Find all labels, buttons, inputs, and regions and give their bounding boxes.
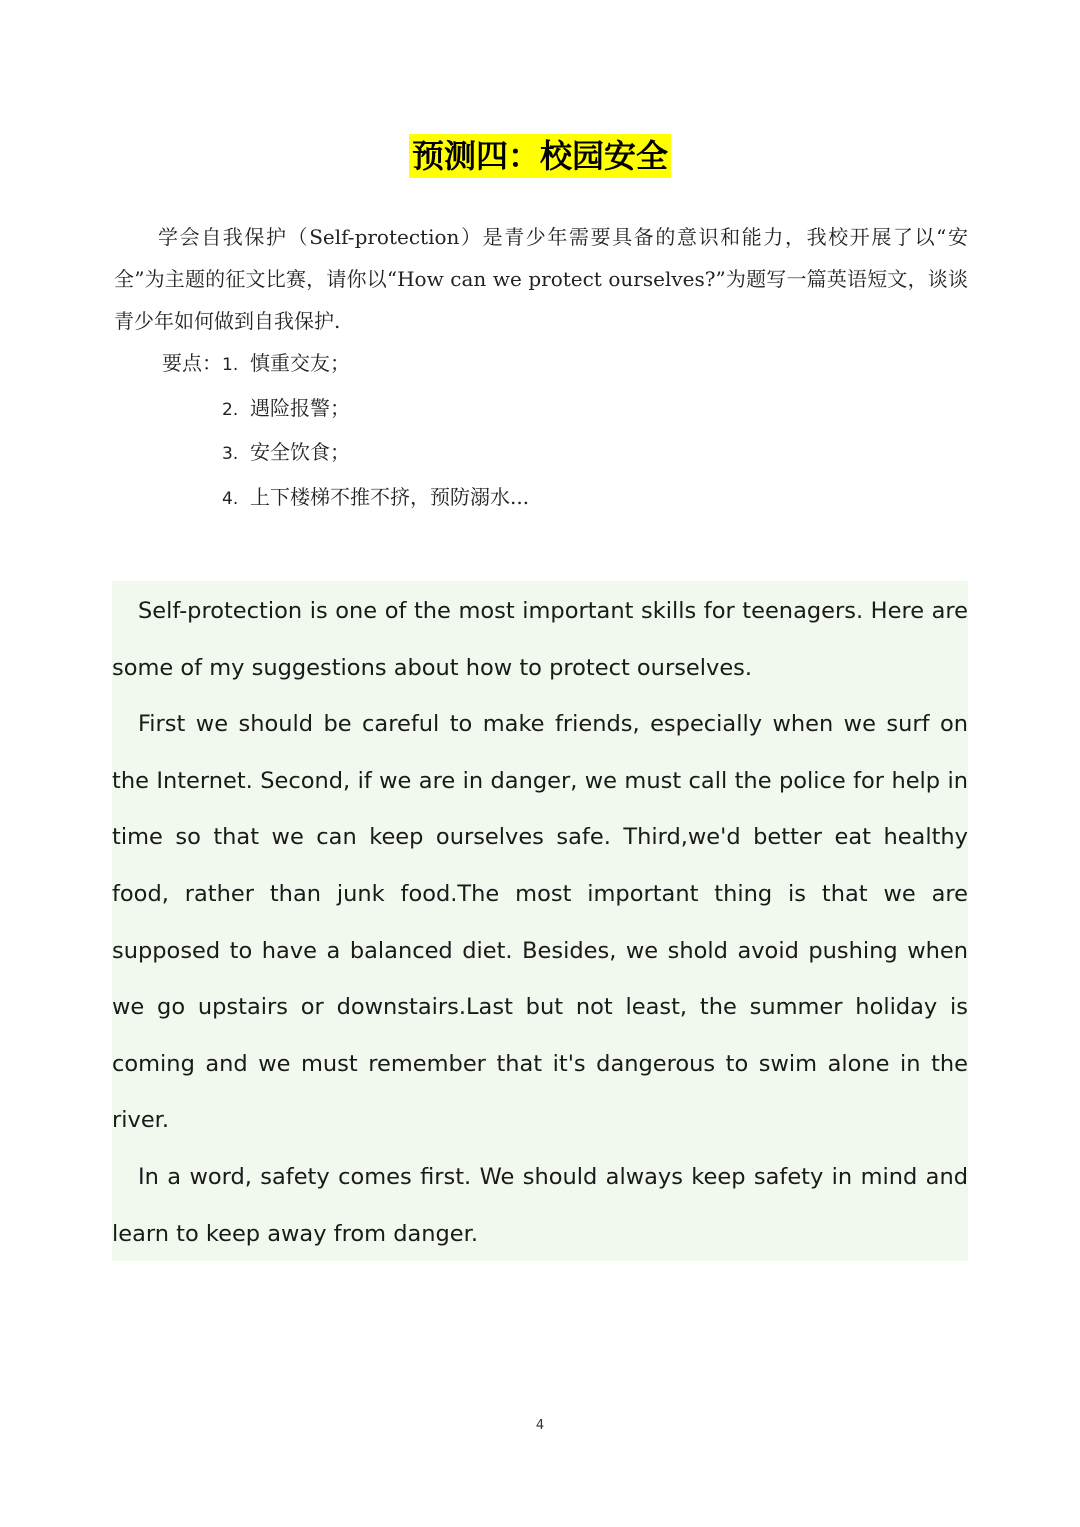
key-point-number: 1.: [222, 355, 239, 375]
key-point-number: 4.: [222, 488, 239, 509]
key-point-item: [114, 431, 968, 476]
page-number: 4: [535, 1418, 545, 1433]
essay-paragraph: First we should be careful to make friends, especially when we surf on the Internet. Second, if we are in danger, we must call the police for help in time so that we can keep ourselves safe. Third,we'd better eat healthy food, rather than junk food.The most important thing is that we are supposed to have a balanced diet. Besides, we shold avoid pushing when we go upstairs or downstairs.Last but not least, the summer holiday is coming and we must remember that it's dangerous to swim alone in the river.: [112, 711, 968, 1134]
key-points-list: [114, 342, 968, 520]
page-title: 预测四：校园安全: [409, 134, 671, 178]
title-container: [0, 134, 1080, 178]
key-point-number: 3.: [222, 444, 239, 464]
key-point-text: 慎重交友；: [250, 351, 350, 375]
key-point-item: [114, 387, 968, 432]
key-point-text: 遇险报警；: [250, 395, 350, 420]
key-point-text: 安全饮食；: [250, 440, 350, 464]
key-point-text: 上下楼梯不推不挤，预防溺水...: [250, 484, 530, 509]
key-point-item: [114, 342, 968, 387]
essay-paragraph: In a word, safety comes first. We should always keep safety in mind and learn to keep away from danger.: [112, 1163, 968, 1247]
essay-paragraph: Self-protection is one of the most important skills for teenagers. Here are some of my suggestions about how to protect ourselves.: [112, 598, 968, 681]
key-point-item: [114, 476, 968, 521]
writing-prompt: 学会自我保护（Self-protection）是青少年需要具备的意识和能力，我校开展了以“安全”为主题的征文比赛，请你以“How can we protect ourselves?”为题写一篇英语短文，谈谈青少年如何做到自我保护.: [114, 225, 968, 333]
key-point-number: 2.: [222, 399, 239, 420]
key-points-label: 要点：: [162, 351, 222, 375]
sample-essay: [112, 581, 968, 1261]
